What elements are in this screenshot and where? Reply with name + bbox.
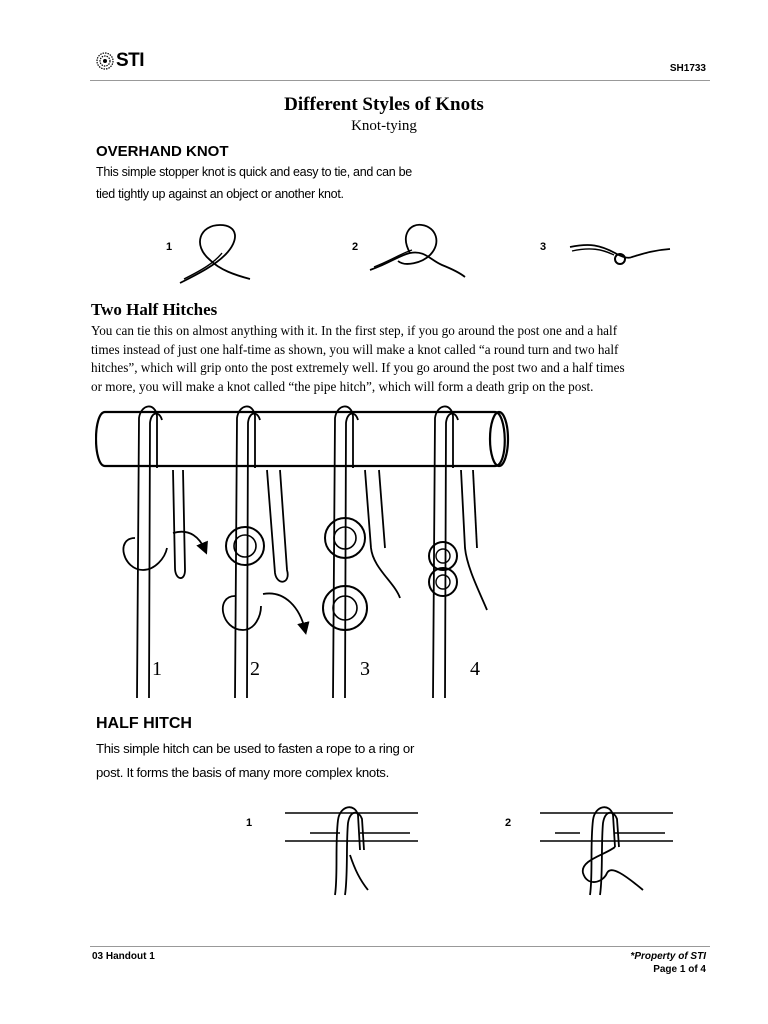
hitch-figure-number-2: 2: [250, 658, 260, 680]
footer-page-number: Page 1 of 4: [653, 964, 706, 975]
footer-property-note: *Property of STI: [630, 951, 706, 962]
half-hitch-line-1: This simple hitch can be used to fasten a rope to a ring or: [96, 741, 415, 756]
logo-text: STI: [116, 50, 145, 71]
half-hitch-step-2-label: 2: [505, 817, 512, 829]
two-half-hitches-line-3: hitches”, which will grip onto the post extremely well. If you go around the post two and a half times: [91, 360, 625, 375]
overhand-heading: OVERHAND KNOT: [96, 143, 229, 160]
two-half-hitches-line-4: or more, you will make a knot called “the pipe hitch”, which will form a death grip on the post.: [91, 378, 594, 394]
half-hitch-text: [96, 737, 414, 785]
hitch-figure-number-3: 3: [360, 658, 370, 680]
two-half-hitches-heading: Two Half Hitches: [91, 300, 218, 319]
hitch-figure-number-1: 1: [152, 658, 162, 680]
globe-icon: [95, 51, 115, 71]
overhand-line-2: tied tightly up against an object or another knot.: [96, 187, 344, 201]
overhand-step-1-label: 1: [166, 241, 173, 253]
half-hitch-line-2: post. It forms the basis of many more complex knots.: [96, 765, 389, 780]
overhand-line-1: This simple stopper knot is quick and easy to tie, and can be: [96, 165, 412, 179]
page-title: Different Styles of Knots: [284, 94, 484, 115]
half-hitch-step-1-drawing: [285, 807, 418, 895]
document-code: SH1733: [669, 63, 706, 74]
two-half-hitches-text: [91, 322, 711, 396]
overhand-step-3-drawing: [570, 245, 670, 264]
overhand-step-2-drawing: [370, 225, 465, 277]
overhand-step-3-label: 3: [540, 241, 547, 253]
two-half-hitches-line-1: You can tie this on almost anything with it. In the first step, if you go around the post one and a half: [91, 323, 618, 338]
overhand-step-1-drawing: [180, 225, 250, 283]
half-hitch-step-2-drawing: [540, 807, 673, 895]
half-hitch-step-1-label: 1: [246, 817, 253, 829]
footer-handout-label: 03 Handout 1: [92, 951, 155, 962]
half-hitch-illustration: [280, 795, 680, 905]
sti-logo: [95, 50, 144, 72]
half-hitch-heading: HALF HITCH: [96, 715, 192, 732]
overhand-text: [96, 161, 412, 205]
hitch-figure-number-4: 4: [470, 658, 480, 680]
footer-divider: [90, 946, 710, 947]
header-divider: [90, 80, 710, 81]
page-subtitle: Knot-tying: [351, 118, 417, 134]
overhand-step-2-label: 2: [352, 241, 359, 253]
overhand-knot-illustration: [170, 215, 680, 285]
two-half-hitches-line-2: times instead of just one half-time as shown, you will make a knot called “a round turn and two half: [91, 341, 619, 357]
